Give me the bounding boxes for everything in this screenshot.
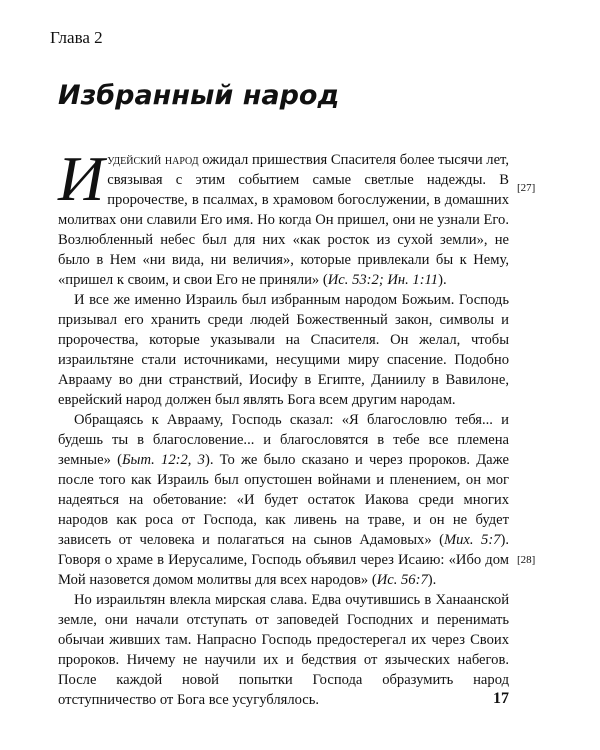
scripture-reference: Мих. 5:7 — [443, 532, 501, 548]
text-segment: Обращаясь к Аврааму, Господь сказал: «Я благословлю тебя... и будешь ты в благословение... и благословятся в тебе все племена земные» ( — [58, 412, 509, 468]
scripture-reference: Ис. 53:2; Ин. 1:11 — [327, 272, 439, 288]
text-segment: ). — [427, 572, 437, 588]
margin-note: [28] — [517, 554, 536, 566]
lead-in-text: удейский народ — [107, 152, 199, 168]
text-segment: ). То же было сказано и через пророков. Даже после того как Израиль был опустошен войнами и пленением, он мог надеяться на обетование: «И будет остаток Иакова среди многих народов как роса от Господа, как ливень на траве, и он не будет зависеть от человека и полагаться на сынов Адамовых» ( — [58, 452, 509, 548]
text-segment: ). — [438, 272, 447, 288]
chapter-label: Глава 2 — [50, 28, 103, 47]
text-segment: ). Говоря о храме в Иерусалиме, Господь объявил через Исаию: «Ибо дом Мой назовется домом молитвы для всех народов» ( — [58, 532, 509, 588]
page-title: Избранный народ — [58, 80, 340, 111]
page-number: 17 — [493, 690, 509, 707]
drop-cap: И — [58, 143, 105, 214]
paragraph — [58, 290, 509, 410]
margin-note: [27] — [517, 182, 536, 194]
paragraph — [58, 410, 509, 590]
scripture-reference: Ис. 56:7 — [376, 572, 428, 588]
paragraph — [58, 143, 509, 290]
text-segment: Но израильтян влекла мирская слава. Едва очутившись в Ханаанской земле, они начали отступать от заповедей Господних и перенимать обычаи живших там. Напрасно Господь предостерегал их через Своих пророков. Ничему не научили их и бедствия от языческих набегов. После каждой новой попытки Господа образумить народ отступничество от Бога все усугублялось. — [58, 592, 509, 708]
body-text — [58, 143, 509, 710]
text-segment: И все же именно Израиль был избранным народом Божьим. Господь призывал его хранить среди людей Божественный закон, символы и пророчества, которые указывали на Спасителя. Он желал, чтобы израильтяне стали источниками, несущими миру спасение. Подобно Аврааму во дни странствий, Иосифу в Египте, Даниилу в Вавилоне, еврейский народ должен был являть Бога всем другим народам. — [58, 292, 509, 408]
scripture-reference: Быт. 12:2, 3 — [121, 452, 205, 468]
text-segment: ожидал пришествия Спасителя более тысячи лет, связывая с этим событием самые светлые надежды. В пророчестве, в псалмах, в храмовом богослужении, в домашних молитвах они славили Его имя. Но когда Он пришел, они не узнали Его. Возлюбленный небес был для них «как росток из сухой земли», не было в Нем «ни вида, ни величия», которые привлекали бы к Нему, «пришел к своим, и свои Его не приняли» ( — [58, 152, 509, 288]
paragraph — [58, 590, 509, 710]
